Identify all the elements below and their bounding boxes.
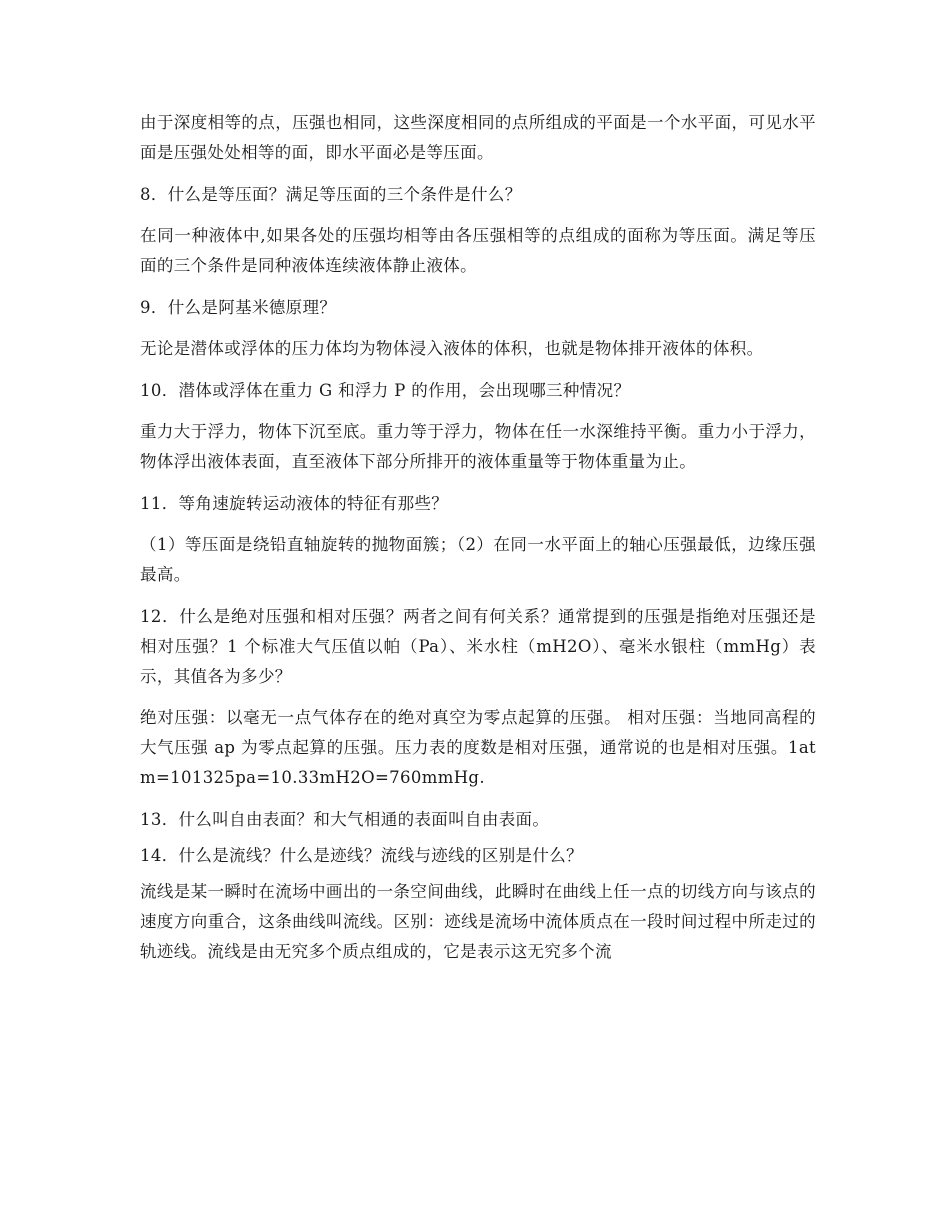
answer-11: （1）等压面是绕铅直轴旋转的抛物面簇；（2）在同一水平面上的轴心压强最低，边缘压强最高。 — [140, 535, 816, 584]
question-11: 11．等角速旋转运动液体的特征有那些？ — [140, 494, 449, 513]
answer-8: 在同一种液体中,如果各处的压强均相等由各压强相等的点组成的面称为等压面。满足等压面的三个条件是同种液体连续液体静止液体。 — [140, 226, 816, 275]
document-body — [140, 108, 816, 979]
answer-10: 重力大于浮力，物体下沉至底。重力等于浮力，物体在任一水深维持平衡。重力小于浮力，物体浮出液体表面，直至液体下部分所排开的液体重量等于物体重量为止。 — [140, 422, 816, 471]
question-8: 8．什么是等压面？满足等压面的三个条件是什么？ — [140, 185, 522, 204]
answer-12: 绝对压强：以毫无一点气体存在的绝对真空为零点起算的压强。 相对压强：当地同高程的大气压强 ap 为零点起算的压强。压力表的度数是相对压强，通常说的也是相对压强。1atm=101325pa=10.33mH2O=760mmHg. — [140, 708, 816, 787]
question-12: 12．什么是绝对压强和相对压强？两者之间有何关系？通常提到的压强是指绝对压强还是相对压强？1 个标准大气压值以帕（Pa）、米水柱（mH2O）、毫米水银柱（mmHg）表示，其值各为多少？ — [140, 607, 816, 686]
question-14: 14．什么是流线？什么是迹线？流线与迹线的区别是什么？ — [140, 846, 583, 865]
question-10: 10．潜体或浮体在重力 G 和浮力 P 的作用，会出现哪三种情况？ — [140, 381, 631, 400]
answer-paragraph: 由于深度相等的点，压强也相同，这些深度相同的点所组成的平面是一个水平面，可见水平面是压强处处相等的面，即水平面必是等压面。 — [140, 113, 816, 162]
question-13: 13．什么叫自由表面？和大气相通的表面叫自由表面。 — [140, 810, 550, 829]
answer-14: 流线是某一瞬时在流场中画出的一条空间曲线，此瞬时在曲线上任一点的切线方向与该点的速度方向重合，这条曲线叫流线。区别：迹线是流场中流体质点在一段时间过程中所走过的轨迹线。流线是由无究多个质点组成的，它是表示这无究多个流 — [140, 882, 816, 961]
answer-9: 无论是潜体或浮体的压力体均为物体浸入液体的体积，也就是物体排开液体的体积。 — [140, 339, 764, 358]
question-9: 9．什么是阿基米德原理？ — [140, 298, 337, 317]
